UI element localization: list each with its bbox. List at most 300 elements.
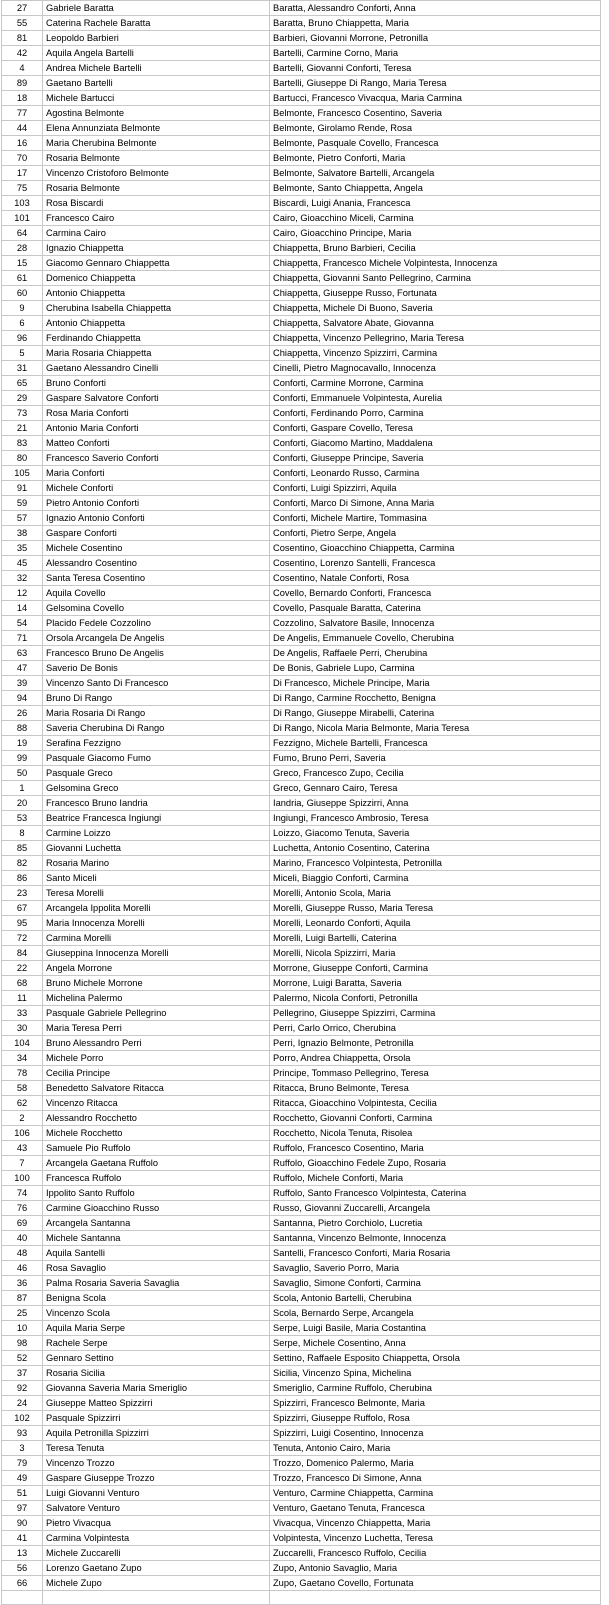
record-number-cell[interactable]: 94 <box>2 691 43 706</box>
record-number-cell[interactable]: 46 <box>2 1261 43 1276</box>
person-name-cell[interactable]: Michele Bartucci <box>43 91 270 106</box>
record-number-cell[interactable]: 49 <box>2 1471 43 1486</box>
parents-cell[interactable]: De Angelis, Raffaele Perri, Cherubina <box>270 646 601 661</box>
person-name-cell[interactable]: Pietro Vivacqua <box>43 1516 270 1531</box>
person-name-cell[interactable]: Maria Rosaria Di Rango <box>43 706 270 721</box>
parents-cell[interactable]: Rocchetto, Giovanni Conforti, Carmina <box>270 1111 601 1126</box>
record-number-cell[interactable]: 50 <box>2 766 43 781</box>
parents-cell[interactable]: Greco, Francesco Zupo, Cecilia <box>270 766 601 781</box>
person-name-cell[interactable]: Orsola Arcangela De Angelis <box>43 631 270 646</box>
record-number-cell[interactable]: 90 <box>2 1516 43 1531</box>
parents-cell[interactable]: Belmonte, Salvatore Bartelli, Arcangela <box>270 166 601 181</box>
person-name-cell[interactable]: Vincenzo Scola <box>43 1306 270 1321</box>
person-name-cell[interactable]: Santa Teresa Cosentino <box>43 571 270 586</box>
parents-cell[interactable]: Chiappetta, Giuseppe Russo, Fortunata <box>270 286 601 301</box>
parents-cell[interactable]: Santanna, Pietro Corchiolo, Lucretia <box>270 1216 601 1231</box>
person-name-cell[interactable]: Beatrice Francesca Ingiungi <box>43 811 270 826</box>
parents-cell[interactable]: Chiappetta, Michele Di Buono, Saveria <box>270 301 601 316</box>
person-name-cell[interactable]: Aquila Maria Serpe <box>43 1321 270 1336</box>
record-number-cell[interactable]: 98 <box>2 1336 43 1351</box>
parents-cell[interactable]: Savaglio, Simone Conforti, Carmina <box>270 1276 601 1291</box>
parents-cell[interactable]: Ritacca, Gioacchino Volpintesta, Cecilia <box>270 1096 601 1111</box>
person-name-cell[interactable]: Gennaro Settino <box>43 1351 270 1366</box>
person-name-cell[interactable]: Carmina Volpintesta <box>43 1531 270 1546</box>
parents-cell[interactable]: Smeriglio, Carmine Ruffolo, Cherubina <box>270 1381 601 1396</box>
person-name-cell[interactable]: Vincenzo Ritacca <box>43 1096 270 1111</box>
person-name-cell[interactable]: Aquila Santelli <box>43 1246 270 1261</box>
record-number-cell[interactable]: 9 <box>2 301 43 316</box>
record-number-cell[interactable]: 68 <box>2 976 43 991</box>
record-number-cell[interactable]: 65 <box>2 376 43 391</box>
parents-cell[interactable]: Bartelli, Carmine Corno, Maria <box>270 46 601 61</box>
person-name-cell[interactable]: Giuseppina Innocenza Morelli <box>43 946 270 961</box>
record-number-cell[interactable]: 44 <box>2 121 43 136</box>
person-name-cell[interactable]: Aquila Petronilla Spizzirri <box>43 1426 270 1441</box>
parents-cell[interactable]: Vivacqua, Vincenzo Chiappetta, Maria <box>270 1516 601 1531</box>
person-name-cell[interactable]: Antonio Chiappetta <box>43 286 270 301</box>
record-number-cell[interactable]: 102 <box>2 1411 43 1426</box>
record-number-cell[interactable]: 93 <box>2 1426 43 1441</box>
record-number-cell[interactable]: 15 <box>2 256 43 271</box>
person-name-cell[interactable]: Pietro Antonio Conforti <box>43 496 270 511</box>
person-name-cell[interactable]: Gelsomina Greco <box>43 781 270 796</box>
record-number-cell[interactable]: 97 <box>2 1501 43 1516</box>
parents-cell[interactable]: Spizzirri, Francesco Belmonte, Maria <box>270 1396 601 1411</box>
person-name-cell[interactable]: Maria Conforti <box>43 466 270 481</box>
person-name-cell[interactable]: Saveria Cherubina Di Rango <box>43 721 270 736</box>
record-number-cell[interactable]: 26 <box>2 706 43 721</box>
record-number-cell[interactable]: 23 <box>2 886 43 901</box>
parents-cell[interactable]: Perri, Carlo Orrico, Cherubina <box>270 1021 601 1036</box>
record-number-cell[interactable]: 89 <box>2 76 43 91</box>
parents-cell[interactable]: Conforti, Carmine Morrone, Carmina <box>270 376 601 391</box>
record-number-cell[interactable]: 47 <box>2 661 43 676</box>
person-name-cell[interactable]: Placido Fedele Cozzolino <box>43 616 270 631</box>
parents-cell[interactable]: Iandria, Giuseppe Spizzirri, Anna <box>270 796 601 811</box>
person-name-cell[interactable]: Rosa Biscardi <box>43 196 270 211</box>
parents-cell[interactable]: Santelli, Francesco Conforti, Maria Rosaria <box>270 1246 601 1261</box>
record-number-cell[interactable]: 1 <box>2 781 43 796</box>
person-name-cell[interactable]: Ippolito Santo Ruffolo <box>43 1186 270 1201</box>
person-name-cell[interactable]: Serafina Fezzigno <box>43 736 270 751</box>
parents-cell[interactable]: Pellegrino, Giuseppe Spizzirri, Carmina <box>270 1006 601 1021</box>
record-number-cell[interactable]: 38 <box>2 526 43 541</box>
record-number-cell[interactable]: 58 <box>2 1081 43 1096</box>
record-number-cell[interactable]: 22 <box>2 961 43 976</box>
person-name-cell[interactable]: Maria Cherubina Belmonte <box>43 136 270 151</box>
parents-cell[interactable]: Ingiungi, Francesco Ambrosio, Teresa <box>270 811 601 826</box>
parents-cell[interactable]: Venturo, Carmine Chiappetta, Carmina <box>270 1486 601 1501</box>
person-name-cell[interactable]: Samuele Pio Ruffolo <box>43 1141 270 1156</box>
record-number-cell[interactable]: 83 <box>2 436 43 451</box>
person-name-cell[interactable]: Carmina Morelli <box>43 931 270 946</box>
record-number-cell[interactable]: 33 <box>2 1006 43 1021</box>
parents-cell[interactable]: Conforti, Luigi Spizzirri, Aquila <box>270 481 601 496</box>
person-name-cell[interactable]: Michele Conforti <box>43 481 270 496</box>
parents-cell[interactable]: Trozzo, Domenico Palermo, Maria <box>270 1456 601 1471</box>
parents-cell[interactable]: Marino, Francesco Volpintesta, Petronilla <box>270 856 601 871</box>
person-name-cell[interactable]: Antonio Chiappetta <box>43 316 270 331</box>
parents-cell[interactable]: Morelli, Leonardo Conforti, Aquila <box>270 916 601 931</box>
person-name-cell[interactable]: Giovanni Luchetta <box>43 841 270 856</box>
record-number-cell[interactable]: 84 <box>2 946 43 961</box>
person-name-cell[interactable]: Arcangela Santanna <box>43 1216 270 1231</box>
record-number-cell[interactable]: 18 <box>2 91 43 106</box>
parents-cell[interactable]: Spizzirri, Luigi Cosentino, Innocenza <box>270 1426 601 1441</box>
person-name-cell[interactable]: Ignazio Chiappetta <box>43 241 270 256</box>
parents-cell[interactable]: Belmonte, Francesco Cosentino, Saveria <box>270 106 601 121</box>
parents-cell[interactable]: Baratta, Bruno Chiappetta, Maria <box>270 16 601 31</box>
parents-cell[interactable]: Belmonte, Pietro Conforti, Maria <box>270 151 601 166</box>
person-name-cell[interactable]: Michele Porro <box>43 1051 270 1066</box>
record-number-cell[interactable]: 2 <box>2 1111 43 1126</box>
parents-cell[interactable]: Bartelli, Giuseppe Di Rango, Maria Teresa <box>270 76 601 91</box>
parents-cell[interactable]: Baratta, Alessandro Conforti, Anna <box>270 1 601 16</box>
parents-cell[interactable]: Belmonte, Girolamo Rende, Rosa <box>270 121 601 136</box>
parents-cell[interactable]: Covello, Pasquale Baratta, Caterina <box>270 601 601 616</box>
person-name-cell[interactable]: Carmine Gioacchino Russo <box>43 1201 270 1216</box>
parents-cell[interactable]: Covello, Bernardo Conforti, Francesca <box>270 586 601 601</box>
parents-cell[interactable]: Sicilia, Vincenzo Spina, Michelina <box>270 1366 601 1381</box>
person-name-cell[interactable]: Benigna Scola <box>43 1291 270 1306</box>
record-number-cell[interactable]: 74 <box>2 1186 43 1201</box>
person-name-cell[interactable]: Santo Miceli <box>43 871 270 886</box>
record-number-cell[interactable]: 21 <box>2 421 43 436</box>
person-name-cell[interactable]: Leopoldo Barbieri <box>43 31 270 46</box>
parents-cell[interactable]: Volpintesta, Vincenzo Luchetta, Teresa <box>270 1531 601 1546</box>
record-number-cell[interactable]: 51 <box>2 1486 43 1501</box>
parents-cell[interactable]: Cinelli, Pietro Magnocavallo, Innocenza <box>270 361 601 376</box>
parents-cell[interactable]: Di Francesco, Michele Principe, Maria <box>270 676 601 691</box>
record-number-cell[interactable]: 76 <box>2 1201 43 1216</box>
record-number-cell[interactable]: 106 <box>2 1126 43 1141</box>
record-number-cell[interactable]: 63 <box>2 646 43 661</box>
person-name-cell[interactable]: Rosaria Sicilia <box>43 1366 270 1381</box>
record-number-cell[interactable] <box>2 1591 43 1605</box>
parents-cell[interactable]: Conforti, Marco Di Simone, Anna Maria <box>270 496 601 511</box>
record-number-cell[interactable]: 77 <box>2 106 43 121</box>
person-name-cell[interactable]: Agostina Belmonte <box>43 106 270 121</box>
record-number-cell[interactable]: 13 <box>2 1546 43 1561</box>
record-number-cell[interactable]: 103 <box>2 196 43 211</box>
person-name-cell[interactable]: Michelina Palermo <box>43 991 270 1006</box>
parents-cell[interactable]: Chiappetta, Giovanni Santo Pellegrino, Carmina <box>270 271 601 286</box>
record-number-cell[interactable]: 28 <box>2 241 43 256</box>
parents-cell[interactable]: Zuccarelli, Francesco Ruffolo, Cecilia <box>270 1546 601 1561</box>
person-name-cell[interactable]: Rosa Savaglio <box>43 1261 270 1276</box>
record-number-cell[interactable]: 4 <box>2 61 43 76</box>
record-number-cell[interactable]: 61 <box>2 271 43 286</box>
parents-cell[interactable]: Greco, Gennaro Cairo, Teresa <box>270 781 601 796</box>
person-name-cell[interactable]: Rosaria Marino <box>43 856 270 871</box>
person-name-cell[interactable]: Gaetano Alessandro Cinelli <box>43 361 270 376</box>
parents-cell[interactable]: Ruffolo, Gioacchino Fedele Zupo, Rosaria <box>270 1156 601 1171</box>
parents-cell[interactable]: Cairo, Gioacchino Miceli, Carmina <box>270 211 601 226</box>
record-number-cell[interactable]: 39 <box>2 676 43 691</box>
record-number-cell[interactable]: 40 <box>2 1231 43 1246</box>
person-name-cell[interactable]: Pasquale Spizzirri <box>43 1411 270 1426</box>
parents-cell[interactable]: Conforti, Pietro Serpe, Angela <box>270 526 601 541</box>
person-name-cell[interactable]: Michele Santanna <box>43 1231 270 1246</box>
parents-cell[interactable]: Scola, Bernardo Serpe, Arcangela <box>270 1306 601 1321</box>
record-number-cell[interactable]: 25 <box>2 1306 43 1321</box>
person-name-cell[interactable]: Benedetto Salvatore Ritacca <box>43 1081 270 1096</box>
parents-cell[interactable]: Bartucci, Francesco Vivacqua, Maria Carmina <box>270 91 601 106</box>
parents-cell[interactable]: Morelli, Antonio Scola, Maria <box>270 886 601 901</box>
person-name-cell[interactable]: Francesco Cairo <box>43 211 270 226</box>
person-name-cell[interactable]: Michele Rocchetto <box>43 1126 270 1141</box>
person-name-cell[interactable]: Bruno Conforti <box>43 376 270 391</box>
parents-cell[interactable]: Conforti, Gaspare Covello, Teresa <box>270 421 601 436</box>
parents-cell[interactable]: De Angelis, Emmanuele Covello, Cherubina <box>270 631 601 646</box>
record-number-cell[interactable]: 31 <box>2 361 43 376</box>
person-name-cell[interactable] <box>43 1591 270 1605</box>
record-number-cell[interactable]: 101 <box>2 211 43 226</box>
record-number-cell[interactable]: 67 <box>2 901 43 916</box>
record-number-cell[interactable]: 34 <box>2 1051 43 1066</box>
parents-cell[interactable]: Zupo, Gaetano Covello, Fortunata <box>270 1576 601 1591</box>
person-name-cell[interactable]: Angela Morrone <box>43 961 270 976</box>
person-name-cell[interactable]: Rosa Maria Conforti <box>43 406 270 421</box>
person-name-cell[interactable]: Michele Cosentino <box>43 541 270 556</box>
record-number-cell[interactable]: 57 <box>2 511 43 526</box>
person-name-cell[interactable]: Vincenzo Cristoforo Belmonte <box>43 166 270 181</box>
person-name-cell[interactable]: Carmina Cairo <box>43 226 270 241</box>
parents-cell[interactable]: Cosentino, Lorenzo Santelli, Francesca <box>270 556 601 571</box>
parents-cell[interactable]: Palermo, Nicola Conforti, Petronilla <box>270 991 601 1006</box>
parents-cell[interactable]: Trozzo, Francesco Di Simone, Anna <box>270 1471 601 1486</box>
record-number-cell[interactable]: 14 <box>2 601 43 616</box>
parents-cell[interactable]: Russo, Giovanni Zuccarelli, Arcangela <box>270 1201 601 1216</box>
record-number-cell[interactable]: 48 <box>2 1246 43 1261</box>
person-name-cell[interactable]: Aquila Angela Bartelli <box>43 46 270 61</box>
person-name-cell[interactable]: Francesca Ruffolo <box>43 1171 270 1186</box>
person-name-cell[interactable]: Giuseppe Matteo Spizzirri <box>43 1396 270 1411</box>
person-name-cell[interactable]: Alessandro Cosentino <box>43 556 270 571</box>
record-number-cell[interactable]: 6 <box>2 316 43 331</box>
person-name-cell[interactable]: Giovanna Saveria Maria Smeriglio <box>43 1381 270 1396</box>
person-name-cell[interactable]: Lorenzo Gaetano Zupo <box>43 1561 270 1576</box>
parents-cell[interactable]: Tenuta, Antonio Cairo, Maria <box>270 1441 601 1456</box>
parents-cell[interactable]: Serpe, Luigi Basile, Maria Costantina <box>270 1321 601 1336</box>
person-name-cell[interactable]: Palma Rosaria Saveria Savaglia <box>43 1276 270 1291</box>
parents-cell[interactable]: Morelli, Giuseppe Russo, Maria Teresa <box>270 901 601 916</box>
person-name-cell[interactable]: Bruno Alessandro Perri <box>43 1036 270 1051</box>
parents-cell[interactable]: Principe, Tommaso Pellegrino, Teresa <box>270 1066 601 1081</box>
parents-cell[interactable]: Belmonte, Pasquale Covello, Francesca <box>270 136 601 151</box>
parents-cell[interactable]: Santanna, Vincenzo Belmonte, Innocenza <box>270 1231 601 1246</box>
parents-cell[interactable]: Conforti, Leonardo Russo, Carmina <box>270 466 601 481</box>
parents-cell[interactable]: Venturo, Gaetano Tenuta, Francesca <box>270 1501 601 1516</box>
parents-cell[interactable]: Biscardi, Luigi Anania, Francesca <box>270 196 601 211</box>
person-name-cell[interactable]: Vincenzo Santo Di Francesco <box>43 676 270 691</box>
record-number-cell[interactable]: 81 <box>2 31 43 46</box>
person-name-cell[interactable]: Elena Annunziata Belmonte <box>43 121 270 136</box>
record-number-cell[interactable]: 69 <box>2 1216 43 1231</box>
record-number-cell[interactable]: 72 <box>2 931 43 946</box>
parents-cell[interactable]: Luchetta, Antonio Cosentino, Caterina <box>270 841 601 856</box>
person-name-cell[interactable]: Maria Teresa Perri <box>43 1021 270 1036</box>
parents-cell[interactable]: Cosentino, Gioacchino Chiappetta, Carmina <box>270 541 601 556</box>
parents-cell[interactable]: Cairo, Gioacchino Principe, Maria <box>270 226 601 241</box>
parents-cell[interactable]: Cosentino, Natale Conforti, Rosa <box>270 571 601 586</box>
record-number-cell[interactable]: 30 <box>2 1021 43 1036</box>
person-name-cell[interactable]: Maria Rosaria Chiappetta <box>43 346 270 361</box>
person-name-cell[interactable]: Caterina Rachele Baratta <box>43 16 270 31</box>
record-number-cell[interactable]: 92 <box>2 1381 43 1396</box>
parents-cell[interactable]: Spizzirri, Giuseppe Ruffolo, Rosa <box>270 1411 601 1426</box>
person-name-cell[interactable]: Arcangela Gaetana Ruffolo <box>43 1156 270 1171</box>
record-number-cell[interactable]: 80 <box>2 451 43 466</box>
record-number-cell[interactable]: 55 <box>2 16 43 31</box>
person-name-cell[interactable]: Rosaria Belmonte <box>43 181 270 196</box>
parents-cell[interactable]: Morrone, Luigi Baratta, Saveria <box>270 976 601 991</box>
record-number-cell[interactable]: 29 <box>2 391 43 406</box>
parents-cell[interactable]: Barbieri, Giovanni Morrone, Petronilla <box>270 31 601 46</box>
record-number-cell[interactable]: 73 <box>2 406 43 421</box>
person-name-cell[interactable]: Gaetano Bartelli <box>43 76 270 91</box>
parents-cell[interactable]: Di Rango, Carmine Rocchetto, Benigna <box>270 691 601 706</box>
parents-cell[interactable]: Ruffolo, Michele Conforti, Maria <box>270 1171 601 1186</box>
record-number-cell[interactable]: 100 <box>2 1171 43 1186</box>
person-name-cell[interactable]: Domenico Chiappetta <box>43 271 270 286</box>
person-name-cell[interactable]: Ignazio Antonio Conforti <box>43 511 270 526</box>
person-name-cell[interactable]: Rachele Serpe <box>43 1336 270 1351</box>
record-number-cell[interactable]: 7 <box>2 1156 43 1171</box>
parents-cell[interactable]: Chiappetta, Vincenzo Spizzirri, Carmina <box>270 346 601 361</box>
person-name-cell[interactable]: Maria Innocenza Morelli <box>43 916 270 931</box>
record-number-cell[interactable]: 104 <box>2 1036 43 1051</box>
person-name-cell[interactable]: Francesco Bruno Iandria <box>43 796 270 811</box>
record-number-cell[interactable]: 32 <box>2 571 43 586</box>
parents-cell[interactable]: Chiappetta, Bruno Barbieri, Cecilia <box>270 241 601 256</box>
person-name-cell[interactable]: Vincenzo Trozzo <box>43 1456 270 1471</box>
record-number-cell[interactable]: 88 <box>2 721 43 736</box>
record-number-cell[interactable]: 41 <box>2 1531 43 1546</box>
record-number-cell[interactable]: 42 <box>2 46 43 61</box>
record-number-cell[interactable]: 20 <box>2 796 43 811</box>
parents-cell[interactable]: Zupo, Antonio Savaglio, Maria <box>270 1561 601 1576</box>
record-number-cell[interactable]: 87 <box>2 1291 43 1306</box>
record-number-cell[interactable]: 64 <box>2 226 43 241</box>
record-number-cell[interactable]: 56 <box>2 1561 43 1576</box>
parents-cell[interactable]: Perri, Ignazio Belmonte, Petronilla <box>270 1036 601 1051</box>
parents-cell[interactable]: Bartelli, Giovanni Conforti, Teresa <box>270 61 601 76</box>
person-name-cell[interactable]: Gaspare Salvatore Conforti <box>43 391 270 406</box>
parents-cell[interactable]: Chiappetta, Salvatore Abate, Giovanna <box>270 316 601 331</box>
person-name-cell[interactable]: Michele Zuccarelli <box>43 1546 270 1561</box>
record-number-cell[interactable]: 3 <box>2 1441 43 1456</box>
person-name-cell[interactable]: Bruno Michele Morrone <box>43 976 270 991</box>
person-name-cell[interactable]: Pasquale Gabriele Pellegrino <box>43 1006 270 1021</box>
parents-cell[interactable]: Serpe, Michele Cosentino, Anna <box>270 1336 601 1351</box>
parents-cell[interactable]: Savaglio, Saverio Porro, Maria <box>270 1261 601 1276</box>
parents-cell[interactable]: De Bonis, Gabriele Lupo, Carmina <box>270 661 601 676</box>
person-name-cell[interactable]: Alessandro Rocchetto <box>43 1111 270 1126</box>
record-number-cell[interactable]: 66 <box>2 1576 43 1591</box>
person-name-cell[interactable]: Arcangela Ippolita Morelli <box>43 901 270 916</box>
parents-cell[interactable]: Morelli, Luigi Bartelli, Caterina <box>270 931 601 946</box>
record-number-cell[interactable]: 99 <box>2 751 43 766</box>
record-number-cell[interactable]: 36 <box>2 1276 43 1291</box>
record-number-cell[interactable]: 53 <box>2 811 43 826</box>
parents-cell[interactable]: Fezzigno, Michele Bartelli, Francesca <box>270 736 601 751</box>
record-number-cell[interactable]: 85 <box>2 841 43 856</box>
record-number-cell[interactable]: 54 <box>2 616 43 631</box>
person-name-cell[interactable]: Luigi Giovanni Venturo <box>43 1486 270 1501</box>
person-name-cell[interactable]: Salvatore Venturo <box>43 1501 270 1516</box>
parents-cell[interactable]: Belmonte, Santo Chiappetta, Angela <box>270 181 601 196</box>
person-name-cell[interactable]: Bruno Di Rango <box>43 691 270 706</box>
parents-cell[interactable]: Conforti, Ferdinando Porro, Carmina <box>270 406 601 421</box>
parents-cell[interactable]: Conforti, Emmanuele Volpintesta, Aurelia <box>270 391 601 406</box>
record-number-cell[interactable]: 60 <box>2 286 43 301</box>
parents-cell[interactable]: Morrone, Giuseppe Conforti, Carmina <box>270 961 601 976</box>
parents-cell[interactable]: Ruffolo, Santo Francesco Volpintesta, Caterina <box>270 1186 601 1201</box>
person-name-cell[interactable]: Giacomo Gennaro Chiappetta <box>43 256 270 271</box>
record-number-cell[interactable]: 105 <box>2 466 43 481</box>
record-number-cell[interactable]: 19 <box>2 736 43 751</box>
record-number-cell[interactable]: 71 <box>2 631 43 646</box>
parents-cell[interactable]: Morelli, Nicola Spizzirri, Maria <box>270 946 601 961</box>
record-number-cell[interactable]: 8 <box>2 826 43 841</box>
parents-cell[interactable]: Settino, Raffaele Esposito Chiappetta, Orsola <box>270 1351 601 1366</box>
parents-cell[interactable]: Di Rango, Giuseppe Mirabelli, Caterina <box>270 706 601 721</box>
person-name-cell[interactable]: Teresa Tenuta <box>43 1441 270 1456</box>
record-number-cell[interactable]: 16 <box>2 136 43 151</box>
parents-cell[interactable]: Chiappetta, Francesco Michele Volpintesta, Innocenza <box>270 256 601 271</box>
record-number-cell[interactable]: 59 <box>2 496 43 511</box>
person-name-cell[interactable]: Michele Zupo <box>43 1576 270 1591</box>
record-number-cell[interactable]: 24 <box>2 1396 43 1411</box>
record-number-cell[interactable]: 75 <box>2 181 43 196</box>
record-number-cell[interactable]: 79 <box>2 1456 43 1471</box>
parents-cell[interactable]: Conforti, Giacomo Martino, Maddalena <box>270 436 601 451</box>
person-name-cell[interactable]: Gabriele Baratta <box>43 1 270 16</box>
parents-cell[interactable]: Chiappetta, Vincenzo Pellegrino, Maria Teresa <box>270 331 601 346</box>
parents-cell[interactable]: Conforti, Michele Martire, Tommasina <box>270 511 601 526</box>
person-name-cell[interactable]: Carmine Loizzo <box>43 826 270 841</box>
parents-cell[interactable]: Rocchetto, Nicola Tenuta, Risolea <box>270 1126 601 1141</box>
parents-cell[interactable]: Ritacca, Bruno Belmonte, Teresa <box>270 1081 601 1096</box>
parents-cell[interactable]: Fumo, Bruno Perri, Saveria <box>270 751 601 766</box>
record-number-cell[interactable]: 27 <box>2 1 43 16</box>
parents-cell[interactable]: Miceli, Biaggio Conforti, Carmina <box>270 871 601 886</box>
record-number-cell[interactable]: 35 <box>2 541 43 556</box>
person-name-cell[interactable]: Pasquale Greco <box>43 766 270 781</box>
person-name-cell[interactable]: Cherubina Isabella Chiappetta <box>43 301 270 316</box>
person-name-cell[interactable]: Gaspare Conforti <box>43 526 270 541</box>
person-name-cell[interactable]: Saverio De Bonis <box>43 661 270 676</box>
record-number-cell[interactable]: 96 <box>2 331 43 346</box>
person-name-cell[interactable]: Francesco Saverio Conforti <box>43 451 270 466</box>
record-number-cell[interactable]: 62 <box>2 1096 43 1111</box>
parents-cell[interactable]: Cozzolino, Salvatore Basile, Innocenza <box>270 616 601 631</box>
parents-cell[interactable]: Ruffolo, Francesco Cosentino, Maria <box>270 1141 601 1156</box>
person-name-cell[interactable]: Pasquale Giacomo Fumo <box>43 751 270 766</box>
record-number-cell[interactable]: 10 <box>2 1321 43 1336</box>
parents-cell[interactable]: Conforti, Giuseppe Principe, Saveria <box>270 451 601 466</box>
record-number-cell[interactable]: 70 <box>2 151 43 166</box>
person-name-cell[interactable]: Aquila Covello <box>43 586 270 601</box>
parents-cell[interactable] <box>270 1591 601 1605</box>
record-number-cell[interactable]: 82 <box>2 856 43 871</box>
person-name-cell[interactable]: Rosaria Belmonte <box>43 151 270 166</box>
record-number-cell[interactable]: 5 <box>2 346 43 361</box>
person-name-cell[interactable]: Gaspare Giuseppe Trozzo <box>43 1471 270 1486</box>
person-name-cell[interactable]: Andrea Michele Bartelli <box>43 61 270 76</box>
person-name-cell[interactable]: Gelsomina Covello <box>43 601 270 616</box>
